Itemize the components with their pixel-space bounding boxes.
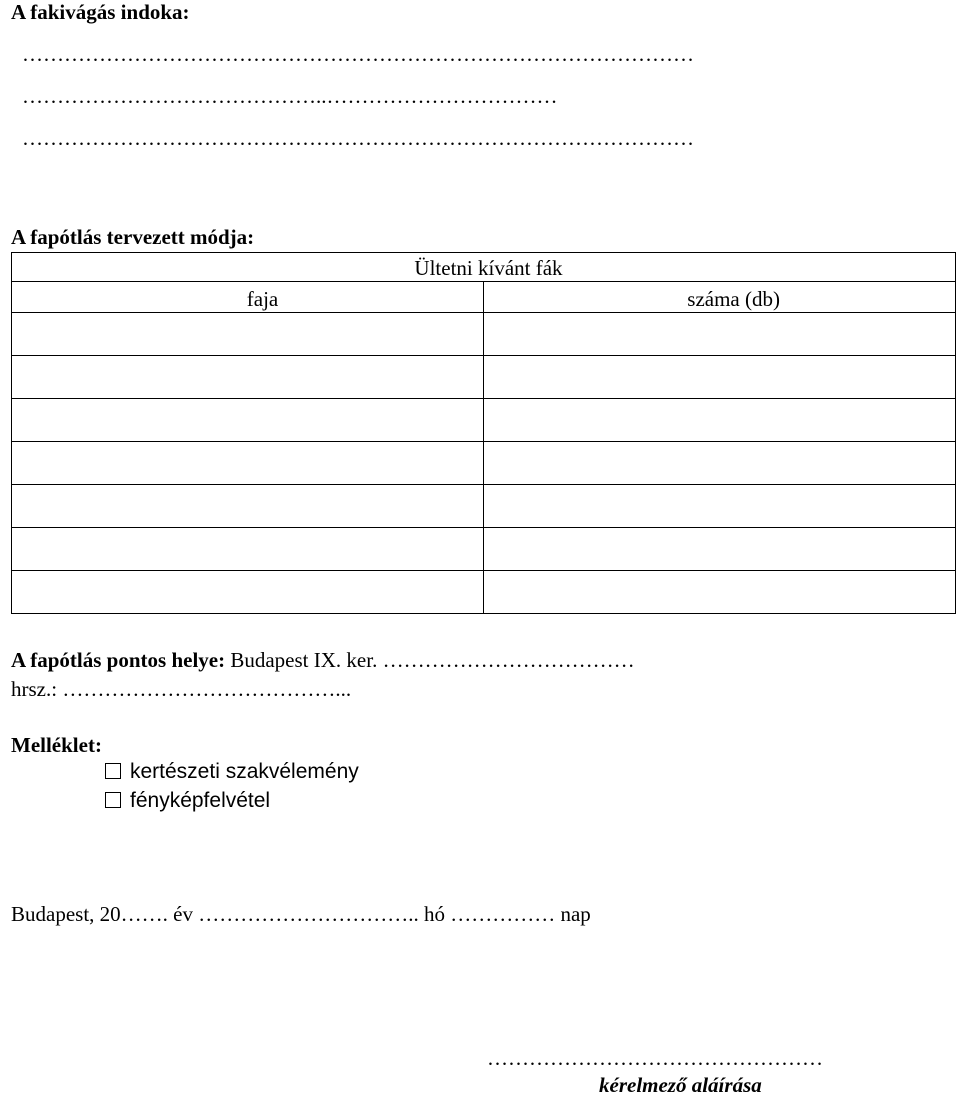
location-blank[interactable]: ……………………………… xyxy=(382,648,635,672)
planting-table xyxy=(11,252,956,614)
table-title: Ültetni kívánt fák xyxy=(12,253,956,282)
table-row xyxy=(12,528,956,571)
count-cell[interactable] xyxy=(484,485,956,528)
hrsz-line xyxy=(11,677,351,702)
count-cell[interactable] xyxy=(484,528,956,571)
attachment-label: fényképfelvétel xyxy=(130,789,271,812)
table-row xyxy=(12,485,956,528)
species-cell[interactable] xyxy=(12,399,484,442)
signature-line[interactable]: ………………………………………… xyxy=(487,1046,823,1070)
count-cell[interactable] xyxy=(484,313,956,356)
location-line xyxy=(11,648,635,673)
species-cell[interactable] xyxy=(12,528,484,571)
table-row xyxy=(12,571,956,614)
attachments-heading: Melléklet: xyxy=(11,733,102,757)
species-cell[interactable] xyxy=(12,313,484,356)
table-row xyxy=(12,399,956,442)
count-cell[interactable] xyxy=(484,442,956,485)
species-cell[interactable] xyxy=(12,485,484,528)
count-cell[interactable] xyxy=(484,571,956,614)
species-cell[interactable] xyxy=(12,442,484,485)
date-line[interactable]: Budapest, 20……. év ………………………….. hó …………… nap xyxy=(11,902,591,926)
species-cell[interactable] xyxy=(12,571,484,614)
checkbox-photo[interactable] xyxy=(105,792,121,808)
table-row xyxy=(12,313,956,356)
table-row xyxy=(12,356,956,399)
reason-line-2[interactable]: ……………………………………..…………………………… xyxy=(22,84,558,108)
attachment-item xyxy=(105,789,270,813)
planting-heading: A fapótlás tervezett módja: xyxy=(11,225,255,249)
count-cell[interactable] xyxy=(484,356,956,399)
signature-label: kérelmező aláírása xyxy=(599,1073,762,1097)
reason-line-1[interactable]: …………………………………………………………………………………… xyxy=(22,42,694,66)
count-cell[interactable] xyxy=(484,399,956,442)
checkbox-expert-opinion[interactable] xyxy=(105,763,121,779)
column-header-species: faja xyxy=(12,282,484,313)
location-value: Budapest IX. ker. xyxy=(230,648,378,672)
attachment-label: kertészeti szakvélemény xyxy=(130,760,359,783)
reason-heading: A fakivágás indoka: xyxy=(11,0,190,24)
location-label: A fapótlás pontos helye: xyxy=(11,648,226,672)
hrsz-label: hrsz.: xyxy=(11,677,58,701)
table-row xyxy=(12,442,956,485)
reason-line-3[interactable]: …………………………………………………………………………………… xyxy=(22,126,694,150)
hrsz-blank[interactable]: …………………………………... xyxy=(62,677,352,701)
column-header-count: száma (db) xyxy=(484,282,956,313)
attachment-item xyxy=(105,760,359,784)
species-cell[interactable] xyxy=(12,356,484,399)
